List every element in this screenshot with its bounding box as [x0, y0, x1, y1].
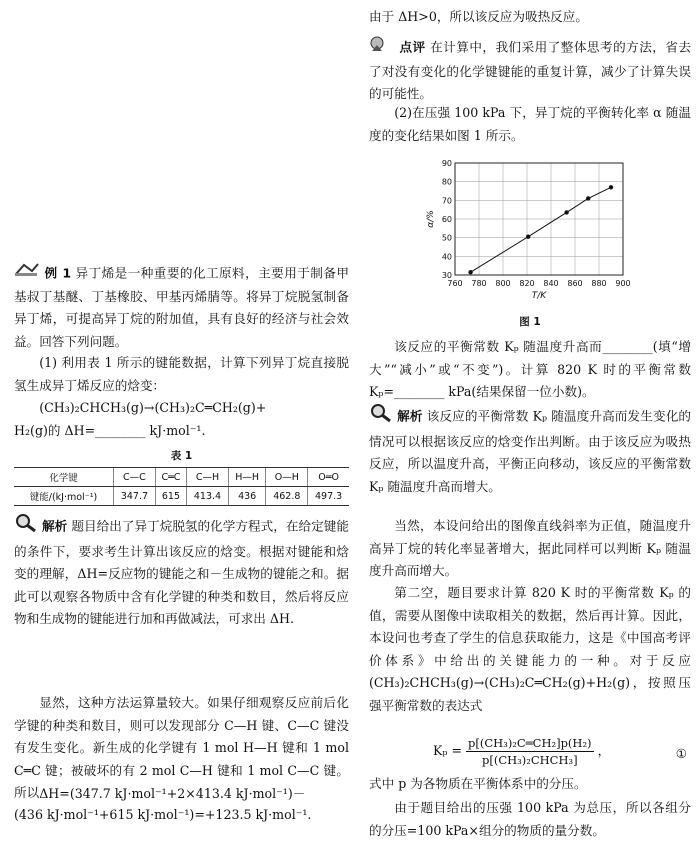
y-tick-label: 40	[441, 252, 452, 262]
y-tick-label: 90	[441, 159, 452, 168]
table-header-row	[14, 468, 349, 487]
series-line	[471, 187, 611, 272]
calc-line-1: ΔH=(347.7 kJ·mol⁻¹+2×413.4 kJ·mol⁻¹)－	[39, 786, 306, 801]
y-tick-label: 70	[441, 196, 452, 206]
conclusion-line: 由于 ΔH>0，所以该反应为吸热反应。	[369, 9, 588, 24]
table-row-label: 键能/(kJ·mol⁻¹)	[14, 487, 114, 506]
data-point	[609, 185, 613, 189]
x-tick-label: 780	[471, 279, 487, 288]
after-formula: 式中 p 为各物质在平衡体系中的分压。	[369, 776, 587, 791]
analysis-paragraph-r1	[369, 403, 691, 498]
question-1: (1) 利用表 1 所示的键能数据，计算下列异丁烷直接脱氢生成异丁烯反应的焓变：	[14, 355, 349, 393]
table-cell: 615	[155, 487, 186, 506]
data-point	[564, 210, 568, 214]
bond-energy-table	[14, 467, 349, 506]
magnifier-icon	[369, 403, 393, 431]
x-tick-label: 800	[495, 279, 511, 288]
table-cell: 347.7	[114, 487, 156, 506]
table-cell: 497.3	[308, 487, 349, 506]
comment-tag: 点评	[399, 39, 426, 55]
calc-line-2: (436 kJ·mol⁻¹+615 kJ·mol⁻¹)=+123.5 kJ·mol⁻¹.	[14, 807, 312, 822]
fill-question: 该反应的平衡常数 Kₚ 随温度升高而________(填“增大”“减小”或“不变”)。计算 820 K 时的平衡常数 Kₚ=________ kPa(结果保留一位小数)。	[369, 339, 691, 399]
magnifier-icon	[14, 513, 38, 541]
x-tick-label: 820	[519, 279, 535, 288]
formula-numerator: p[(CH₃)₂C═CH₂]p(H₂)	[468, 736, 592, 750]
formula-lhs: Kₚ =	[433, 743, 463, 758]
example-icon	[14, 262, 40, 286]
y-tick-label: 60	[441, 215, 452, 224]
table-cell: 436	[228, 487, 265, 506]
x-tick-label: 760	[447, 279, 463, 288]
table-header-cell: 化学键	[14, 468, 114, 487]
x-axis-label: T/K	[531, 291, 547, 301]
analysis-paragraph-2: 显然，这种方法运算量较大。如果仔细观察反应前后化学键的种类和数目，则可以发现部分 C—H 键、C—C 键没有发生变化。新生成的化学键有 1 mol H—H 键和 1 mol C═C 键；被破坏的有 2 mol C—H 键和 1 mol C—C 键。所以	[14, 695, 349, 800]
table-header-cell: H—H	[228, 468, 265, 487]
table-header-cell: O—H	[266, 468, 308, 487]
y-tick-label: 50	[441, 233, 452, 243]
formula-number: ①	[675, 746, 687, 761]
question-2: (2)在压强 100 kPa 下，异丁烷的平衡转化率 α 随温度的变化结果如图 1 所示。	[369, 105, 691, 143]
comment-text: 在计算中，我们采用了整体思考的方法，省去了对没有变化的化学键键能的重复计算，减少了计算失误的可能性。	[369, 39, 692, 101]
figure-caption: 图 1	[519, 316, 541, 328]
conversion-chart	[369, 155, 691, 301]
table-row	[14, 487, 349, 506]
analysis-tag: 解析	[42, 518, 68, 534]
example-tag: 例 1	[44, 265, 72, 281]
intro-text: 异丁烯是一种重要的化工原料，主要用于制备甲基叔丁基醚、丁基橡胶、甲基丙烯腈等。将异丁烷脱氢制备异丁烯，可提高异丁烷的附加值，具有良好的经济与社会效益。回答下列问题。	[14, 265, 349, 349]
x-tick-label: 880	[591, 279, 607, 288]
y-tick-label: 30	[441, 271, 452, 280]
table-header-cell: C—C	[114, 468, 156, 487]
data-point	[526, 235, 530, 239]
kp-formula	[369, 735, 691, 775]
formula-fraction	[466, 735, 594, 768]
table-cell: 462.8	[266, 487, 308, 506]
x-tick-label: 860	[567, 279, 583, 288]
table-header-cell: C═C	[155, 468, 186, 487]
equation-line-1: (CH₃)₂CHCH₃(g)→(CH₃)₂C═CH₂(g)+	[39, 400, 267, 415]
x-tick-label: 840	[543, 279, 559, 288]
x-tick-label: 900	[615, 279, 631, 288]
last-paragraph: 由于题目给出的压强 100 kPa 为总压，所以各组分的分压=100 kPa×组分的物质的量分数。	[369, 800, 691, 838]
y-axis-label: α/%	[426, 210, 436, 228]
y-tick-label: 80	[441, 177, 452, 187]
analysis-paragraph-r3: 第二空，题目要求计算 820 K 时的平衡常数 Kₚ 的值，需要从图像中读取相关的数据，然后再计算。因此，本设问也考查了学生的信息获取能力，这是《中国高考评价体系》中给出的关键能力的一种。对于反应(CH₃)₂CHCH₃(g)→(CH₃)₂C═CH₂(g)+H₂(g)，按照压强平衡常数的表达式	[369, 585, 691, 713]
comment-paragraph	[369, 35, 691, 106]
analysis-text-r1: 该反应的平衡常数 Kₚ 随温度升高而发生变化的情况可以根据该反应的焓变作出判断。由于该反应为吸热反应，所以温度升高，平衡正向移动，该反应的平衡常数 Kₚ 随温度升高而增大。	[369, 408, 692, 494]
table-header-cell: O═O	[308, 468, 349, 487]
data-point	[586, 196, 590, 200]
analysis-tag: 解析	[397, 408, 423, 424]
data-point	[468, 270, 472, 274]
table-caption: 表 1	[170, 450, 193, 462]
comment-icon	[369, 35, 395, 61]
formula-denominator: p[(CH₃)₂CHCH₃]	[481, 753, 578, 767]
table-cell: 413.4	[187, 487, 229, 506]
equation-line-2: H₂(g)的 ΔH=________ kJ·mol⁻¹.	[14, 423, 206, 438]
analysis-paragraph-1	[14, 513, 349, 631]
table-header-cell: C—H	[187, 468, 229, 487]
formula-tail: ，	[597, 743, 611, 758]
analysis-text-1: 题目给出了异丁烷脱氢的化学方程式，在给定键能的条件下，要求考生计算出该反应的焓变。根据对键能和焓变的理解，ΔH=反应物的键能之和－生成物的键能之和。据此可以观察各物质中含有化学键的种类和数目，然后将反应物和生成物的键能进行加和再做减法，可求出 ΔH.	[14, 518, 350, 626]
analysis-paragraph-r2: 当然，本设问给出的图像直线斜率为正值，随温度升高异丁烷的转化率显著增大，据此同样可以判断 Kₚ 随温度升高而增大。	[369, 518, 691, 578]
